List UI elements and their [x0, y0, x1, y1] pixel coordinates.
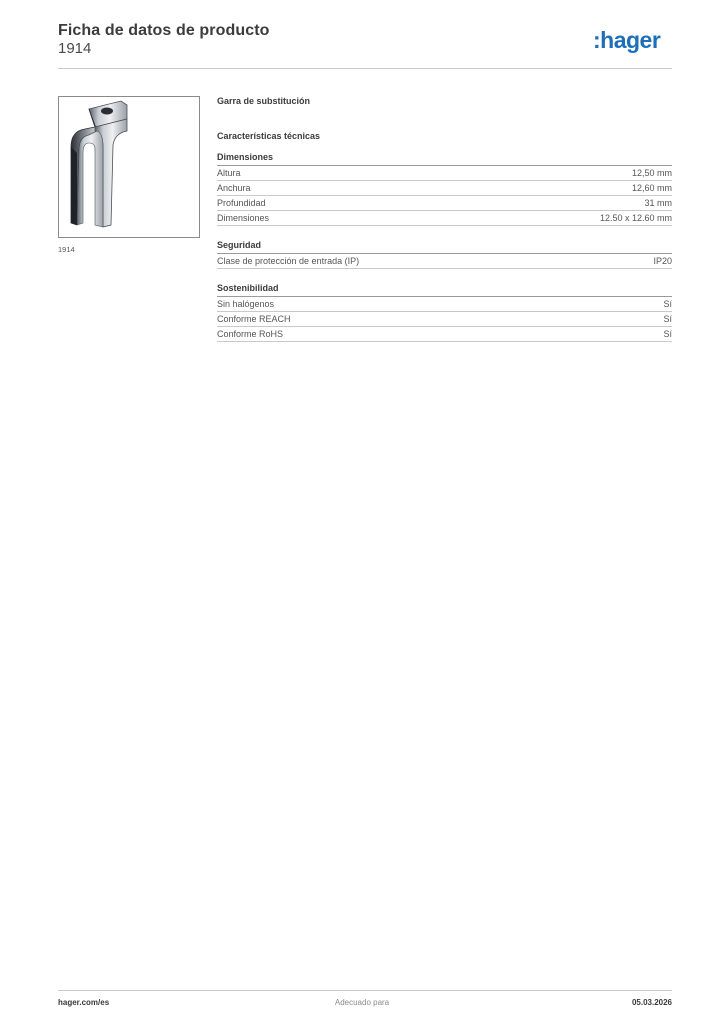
spec-label: Dimensiones [217, 213, 270, 223]
spec-row [217, 166, 672, 181]
section-security [217, 240, 672, 269]
hager-logo [593, 27, 673, 57]
section-dimensions [217, 152, 672, 226]
metal-clamp-image [59, 97, 199, 237]
spec-row [217, 327, 672, 342]
spec-value: 12,60 mm [631, 183, 672, 193]
spec-value: Sí [663, 299, 672, 309]
product-details [217, 96, 672, 342]
spec-label: Sin halógenos [217, 299, 275, 309]
spec-row [217, 181, 672, 196]
section-title: Sostenibilidad [217, 283, 672, 297]
tech-heading: Características técnicas [217, 131, 321, 141]
spec-label: Altura [217, 168, 241, 178]
spec-label: Conforme REACH [217, 314, 291, 324]
section-title: Dimensiones [217, 152, 672, 166]
spec-label: Conforme RoHS [217, 329, 284, 339]
image-caption: 1914 [58, 245, 75, 254]
footer-date: 05.03.2026 [631, 998, 672, 1007]
spec-label: Anchura [217, 183, 251, 193]
section-sustainability [217, 283, 672, 342]
spec-row [217, 297, 672, 312]
spec-value: 12.50 x 12.60 mm [599, 213, 672, 223]
spec-row [217, 312, 672, 327]
spec-value: IP20 [653, 256, 672, 266]
spec-value: 31 mm [644, 198, 672, 208]
spec-label: Clase de protección de entrada (IP) [217, 256, 360, 266]
spec-row [217, 211, 672, 226]
header-divider [58, 68, 672, 69]
footer-url-link[interactable]: hager.com/es [58, 998, 110, 1007]
footer-center-text: Adecuado para [334, 998, 390, 1007]
product-code: 1914 [58, 40, 92, 57]
spec-row [217, 196, 672, 211]
footer-divider [58, 990, 672, 991]
spec-value: Sí [663, 314, 672, 324]
spec-value: 12,50 mm [631, 168, 672, 178]
spec-label: Profundidad [217, 198, 266, 208]
product-image [58, 96, 200, 238]
spec-value: Sí [663, 329, 672, 339]
svg-text::hager: :hager [593, 27, 661, 53]
section-title: Seguridad [217, 240, 672, 254]
spec-row [217, 254, 672, 269]
product-name: Garra de substitución [217, 96, 311, 106]
page-title: Ficha de datos de producto [58, 22, 270, 39]
